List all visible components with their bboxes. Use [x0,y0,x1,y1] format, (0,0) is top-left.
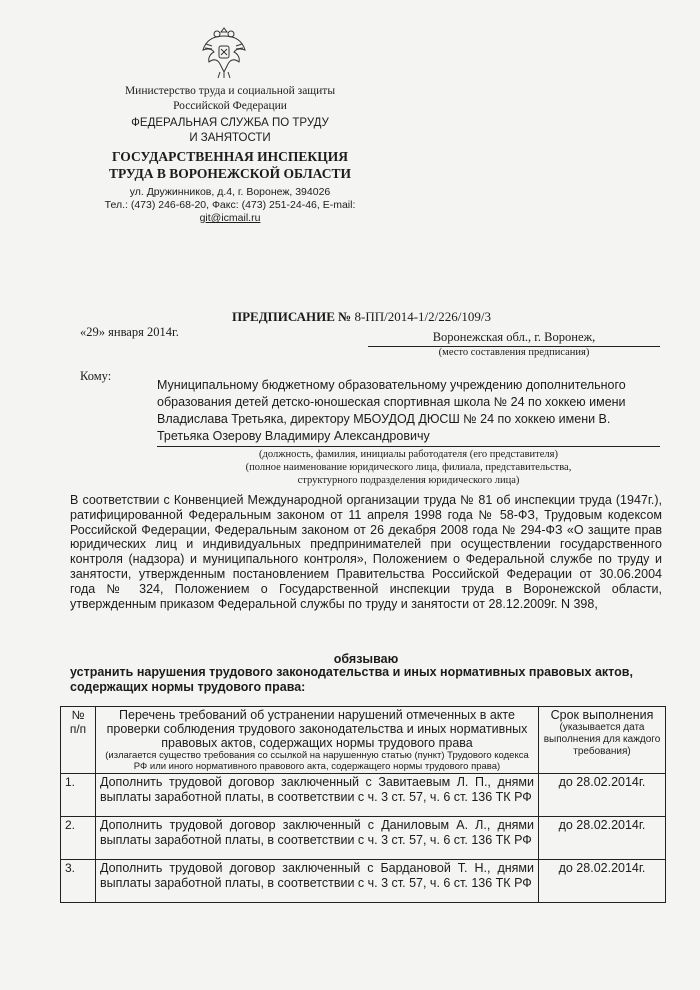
ministry-line-1: Министерство труда и социальной защиты [124,85,336,97]
column-deadline-header [539,707,666,774]
requirements-table [60,706,666,903]
email-link[interactable]: git@icmail.ru [199,212,261,224]
row-deadline: до 28.02.2014г. [539,817,666,860]
row-deadline: до 28.02.2014г. [539,774,666,817]
requirements-header-title: Перечень требований об устранении нарушений отмеченных в акте проверки соблюдения трудового законодательства и иных нормативных правовых актов, содержащих нормы трудового права [106,708,528,750]
postal-address: ул. Дружинников, д.4, г. Воронеж, 394026 [129,186,331,198]
inspection-line-2: ТРУДА В ВОРОНЕЖСКОЙ ОБЛАСТИ [109,166,351,181]
document-title [232,309,491,325]
ministry-line-2: Российской Федерации [173,100,287,112]
legal-basis-paragraph: В соответствии с Конвенцией Международной организации труда № 81 об инспекции труда (1947г.), ратифицированной Федеральным законом от 11 апреля 1998 года № 58-ФЗ, Трудовым кодексом Российской Федерации, Федеральным законом от 26 декабря 2008 года № 294-ФЗ «О защите прав юридических лиц и индивидуальных предпринимателей при осуществлении государственного контроля (надзора) и муниципального контроля», Положением о Федеральной службе по труду и занятости, утвержденным постановлением Правительства Российской Федерации от 30.06.2004 года № 324, Положением о Государственной инспекции труда в Воронежской области, утвержденным приказом Федеральной службы по труду и занятости от 28.12.2009г. N 398, [70,493,662,611]
oblige-heading: обязываю [333,652,399,666]
row-requirement: Дополнить трудовой договор заключенный с Даниловым А. Л., днями выплаты заработной платы, в соответствии с ч. 3 ст. 57, ч. 6 ст. 136 ТК РФ [96,817,539,860]
service-name [80,116,380,146]
ministry-name [80,84,380,114]
row-number: 3. [61,860,96,903]
column-number-header: № п/п [61,707,96,774]
addressee: Муниципальному бюджетному образовательному учреждению дополнительного образования детей детско-юношеская спортивная школа № 24 по хоккею имени Владислава Третьяка, директору МБОУДОД ДЮСШ № 24 по хоккею имени В. Третьяка Озерову Владимиру Александровичу [157,378,626,443]
row-requirement: Дополнить трудовой договор заключенный с Бардановой Т. Н., днями выплаты заработной платы, в соответствии с ч. 3 ст. 57, ч. 6 ст. 136 ТК РФ [96,860,539,903]
row-deadline: до 28.02.2014г. [539,860,666,903]
title-label: ПРЕДПИСАНИЕ № [232,309,352,324]
deadline-header-title: Срок выполнения [550,708,654,722]
table-row [61,860,666,903]
service-line-2: И ЗАНЯТОСТИ [189,132,271,144]
row-number: 2. [61,817,96,860]
column-requirements-header [96,707,539,774]
addressee-caption [157,446,660,487]
deadline-header-note: (указывается дата выполнения для каждого требования) [543,722,661,757]
document-date: «29» января 2014г. [80,325,179,339]
inspection-name [80,148,380,182]
table-row [61,817,666,860]
addressee-caption-line-2: (полное наименование юридического лица, филиала, представительства, [245,462,572,473]
inspection-line-1: ГОСУДАРСТВЕННАЯ ИНСПЕКЦИЯ [112,149,348,164]
row-number: 1. [61,774,96,817]
addressee-caption-line-3: структурного подразделения юридического лица) [297,475,520,486]
contact-block [80,186,380,225]
addressee-caption-line-1: (должность, фамилия, инициалы работодателя (его представителя) [259,449,558,460]
title-number: 8-ПП/2014-1/2/226/109/3 [351,309,491,324]
table-row [61,774,666,817]
table-header-row [61,707,666,774]
phone-fax: Тел.: (473) 246-68-20, Факс: (473) 251-24-46, E-mail: [104,199,356,211]
row-requirement: Дополнить трудовой договор заключенный с Завитаевым Л. П., днями выплаты заработной платы, в соответствии с ч. 3 ст. 57, ч. 6 ст. 136 ТК РФ [96,774,539,817]
document-place: Воронежская обл., г. Воронеж, [368,330,660,347]
to-label: Кому: [80,369,112,383]
place-caption: (место составления предписания) [438,347,590,358]
contacts-line [80,199,380,225]
eliminate-heading: устранить нарушения трудового законодательства и иных нормативных правовых актов, содержащих нормы трудового права: [70,665,633,694]
double-headed-eagle-emblem-icon [200,22,248,80]
service-line-1: ФЕДЕРАЛЬНАЯ СЛУЖБА ПО ТРУДУ [131,117,329,129]
requirements-header-note: (излагается существо требования со ссылкой на нарушенную статью (пункт) Трудового кодекса РФ или иного нормативного правового акта, содержащего нормы трудового права) [105,750,529,772]
